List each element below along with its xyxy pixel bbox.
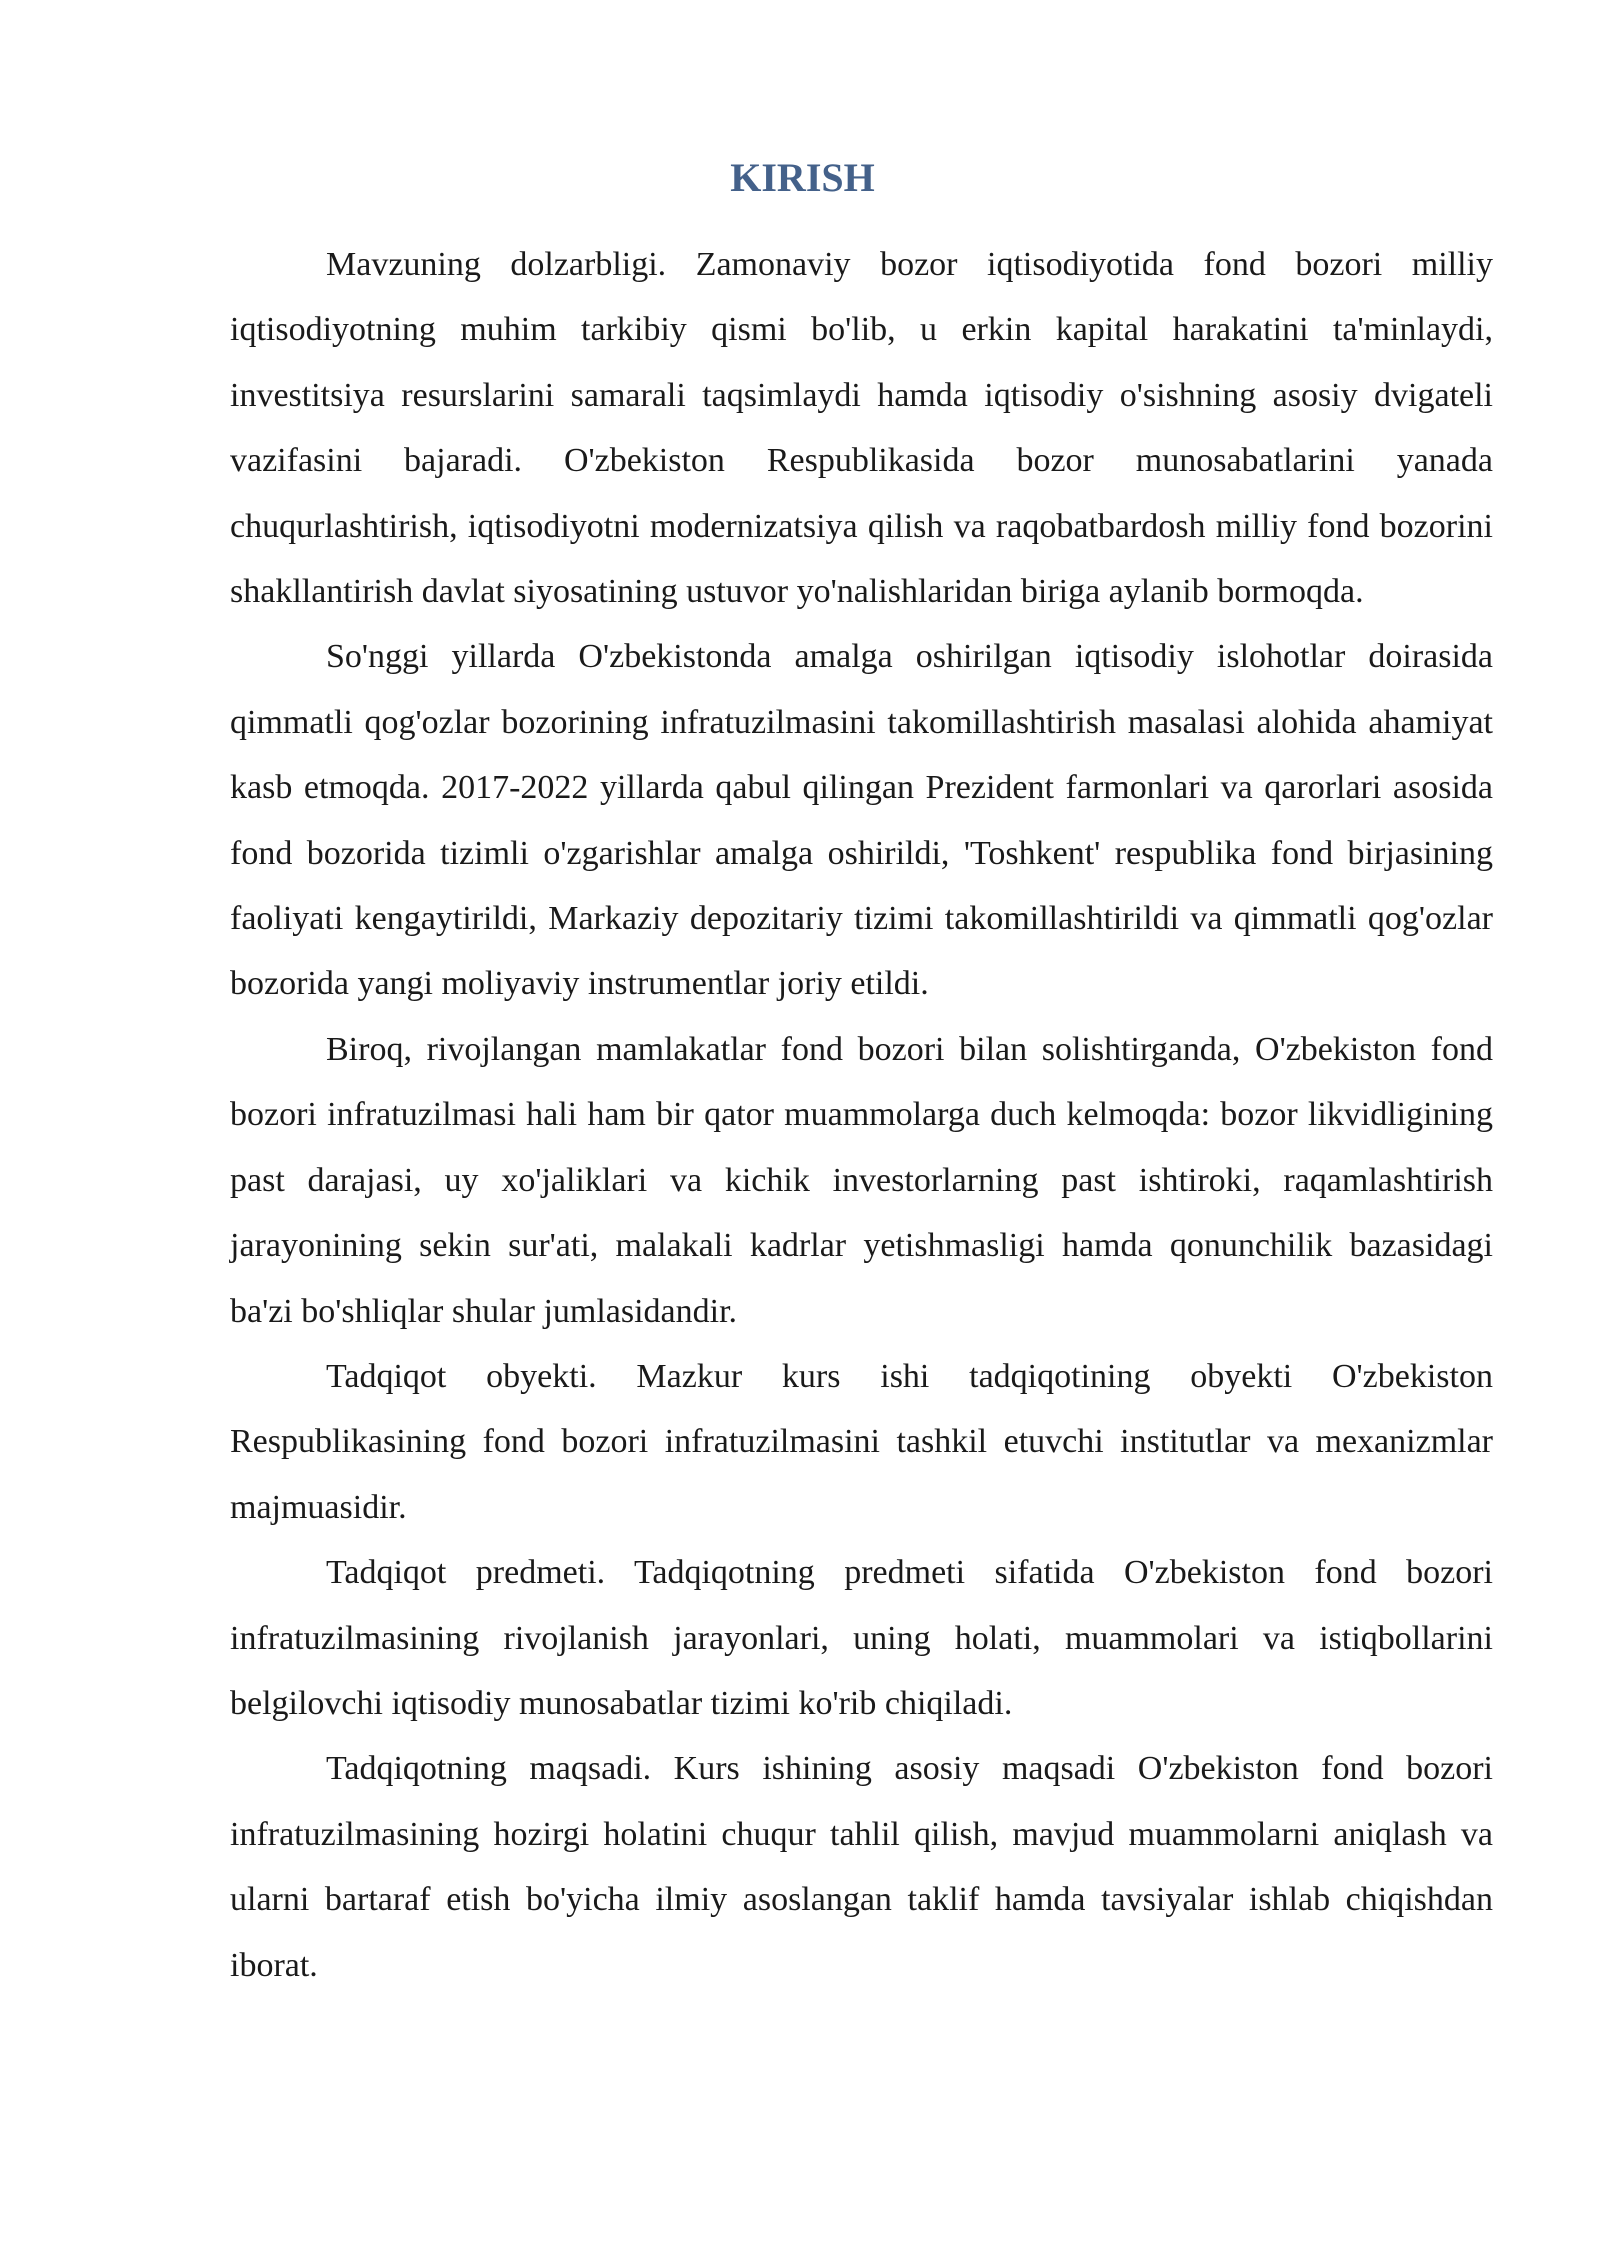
document-body: [230, 232, 1493, 1998]
page-title: [0, 152, 1600, 204]
paragraph-problems: Biroq, rivojlangan mamlakatlar fond bozori bilan solishtirganda, O'zbekiston fond bozori infratuzilmasi hali ham bir qator muammolarga duch kelmoqda: bozor likvidligining past darajasi, uy xo'jaliklari va kichik investorlarning past ishtiroki, raqamlashtirish jarayonining sekin sur'ati, malakali kadrlar yetishmasligi hamda qonunchilik bazasidagi ba'zi bo'shliqlar shular jumlasidandir.: [230, 1030, 1493, 1330]
paragraph-relevance: Mavzuning dolzarbligi. Zamonaviy bozor iqtisodiyotida fond bozori milliy iqtisodiyotning muhim tarkibiy qismi bo'lib, u erkin kapital harakatini ta'minlaydi, investitsiya resurslarini samarali taqsimlaydi hamda iqtisodiy o'sishning asosiy dvigateli vazifasini bajaradi. O'zbekiston Respublikasida bozor munosabatlarini yanada chuqurlashtirish, iqtisodiyotni modernizatsiya qilish va raqobatbardosh milliy fond bozorini shakllantirish davlat siyosatining ustuvor yo'nalishlaridan biriga aylanib bormoqda.: [230, 246, 1493, 611]
paragraph-reforms: So'nggi yillarda O'zbekistonda amalga oshirilgan iqtisodiy islohotlar doirasida qimmatli qog'ozlar bozorining infratuzilmasini takomillashtirish masalasi alohida ahamiyat kasb etmoqda. 2017-2022 yillarda qabul qilingan Prezident farmonlari va qarorlari asosida fond bozorida tizimli o'zgarishlar amalga oshirildi, 'Toshkent' respublika fond birjasining faoliyati kengaytirildi, Markaziy depozitariy tizimi takomillashtirildi va qimmatli qog'ozlar bozorida yangi moliyaviy instrumentlar joriy etildi.: [230, 638, 1493, 1003]
paragraph-research-subject: Tadqiqot predmeti. Tadqiqotning predmeti sifatida O'zbekiston fond bozori infratuzilmasining rivojlanish jarayonlari, uning holati, muammolari va istiqbollarini belgilovchi iqtisodiy munosabatlar tizimi ko'rib chiqiladi.: [230, 1554, 1493, 1722]
paragraph-research-goal: Tadqiqotning maqsadi. Kurs ishining asosiy maqsadi O'zbekiston fond bozori infratuzilmasining hozirgi holatini chuqur tahlil qilish, mavjud muammolarni aniqlash va ularni bartaraf etish bo'yicha ilmiy asoslangan taklif hamda tavsiyalar ishlab chiqishdan iborat.: [230, 1750, 1493, 1984]
paragraph-research-object: Tadqiqot obyekti. Mazkur kurs ishi tadqiqotining obyekti O'zbekiston Respublikasining fond bozori infratuzilmasini tashkil etuvchi institutlar va mexanizmlar majmuasidir.: [230, 1357, 1493, 1526]
page-title-text: KIRISH: [730, 155, 875, 200]
